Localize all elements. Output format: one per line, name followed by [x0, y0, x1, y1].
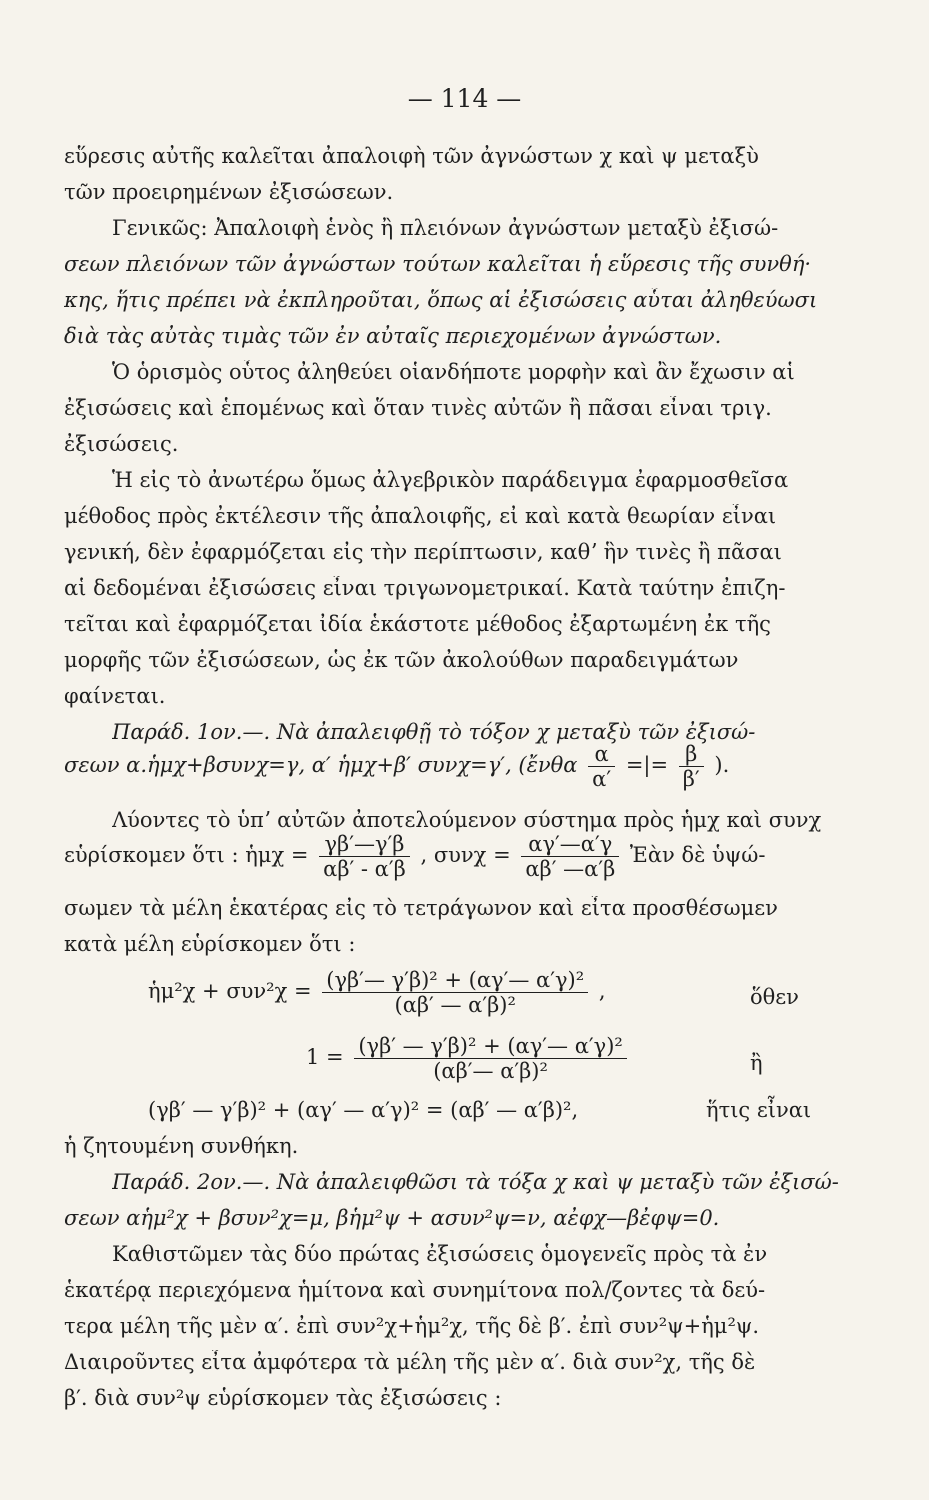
text-line: φαίνεται.: [64, 684, 166, 708]
text-line: σεων αἡμ²χ + βσυν²χ=μ, βἡμ²ψ + ασυν²ψ=ν, αἐφχ—βἐφψ=0.: [64, 1206, 720, 1230]
text-line: σεων πλειόνων τῶν ἀγνώστων τούτων καλεῖται ἡ εὕρεσις τῆς συνθή·: [64, 252, 812, 276]
eq2-lead: εὑρίσκομεν ὅτι : ἡμχ =: [64, 843, 309, 867]
text-line: ἐξισώσεις.: [64, 432, 179, 456]
eq2-tail: Ἐὰν δὲ ὑψώ-: [629, 843, 766, 867]
eq5-right: ἥτις εἶναι: [706, 1098, 812, 1122]
text-line: μορφῆς τῶν ἐξισώσεων, ὡς ἐκ τῶν ἀκολούθων παραδειγμάτων: [64, 648, 739, 672]
text-line: Διαιροῦντες εἶτα ἀμφότερα τὰ μέλη τῆς μὲν α′. διὰ συν²χ, τῆς δὲ: [64, 1350, 756, 1374]
eq3-right: ὅθεν: [750, 985, 799, 1009]
eq2-mid: , συνχ =: [420, 843, 511, 867]
eq3-tail: ,: [598, 979, 606, 1003]
text-line: Γενικῶς: Ἀπαλοιφὴ ἑνὸς ἢ πλειόνων ἀγνώστων μεταξὺ ἐξισώ-: [112, 216, 779, 240]
text-line: β′. διὰ συν²ψ εὑρίσκομεν τὰς ἐξισώσεις :: [64, 1386, 502, 1410]
text-line: τερα μέλη τῆς μὲν α′. ἐπὶ συν²χ+ἡμ²χ, τῆς δὲ β′. ἐπὶ συν²ψ+ἡμ²ψ.: [64, 1314, 759, 1338]
text-line: διὰ τὰς αὐτὰς τιμὰς τῶν ἐν αὐταῖς περιεχομένων ἀγνώστων.: [64, 324, 722, 348]
eq4-fraction: $\frac{\text{(γβ′ — γ′β)² + (αγ′— α′γ)²}}{\text{(αβ′— α′β)²}}$: [354, 1034, 627, 1083]
text-line: ἡ ζητουμένη συνθήκη.: [64, 1134, 299, 1158]
eq1-text: σεων α.ἡμχ+βσυνχ=γ, α′ ἡμχ+β′ συνχ=γ′, (ἔνθα: [64, 753, 578, 777]
eq2-fraction-1: $\frac{\gamma\beta'—\gamma'\beta}{\alpha\beta' - \alpha'\beta}$: [319, 832, 410, 881]
text-line: Καθιστῶμεν τὰς δύο πρώτας ἐξισώσεις ὁμογενεῖς πρὸς τὰ ἐν: [112, 1242, 768, 1266]
eq1-close: ).: [714, 753, 730, 777]
eq2-fraction-2: $\frac{\alpha\gamma'—\alpha'\gamma}{\alpha\beta' —\alpha'\beta}$: [521, 832, 619, 881]
equation-line-5: (γβ′ — γ′β)² + (αγ′ — α′γ)² = (αβ′ — α′β)²,: [148, 1098, 579, 1122]
text-line: κης, ἥτις πρέπει νὰ ἐκπληροῦται, ὅπως αἱ ἐξισώσεις αὗται ἀληθεύωσι: [64, 288, 818, 312]
text-line: Ὁ ὁρισμὸς οὗτος ἀληθεύει οἱανδήποτε μορφὴν καὶ ἂν ἔχωσιν αἱ: [112, 360, 795, 384]
text-line: Παράδ. 1ον.—. Νὰ ἀπαλειφθῇ τὸ τόξον χ μεταξὺ τῶν ἐξισώ-: [112, 720, 756, 744]
page-number: — 114 —: [407, 84, 522, 113]
text-line: εὕρεσις αὐτῆς καλεῖται ἀπαλοιφὴ τῶν ἀγνώστων χ καὶ ψ μεταξὺ: [64, 144, 759, 168]
equation-line-1: [64, 742, 729, 791]
text-line: μέθοδος πρὸς ἐκτέλεσιν τῆς ἀπαλοιφῆς, εἰ καὶ κατὰ θεωρίαν εἶναι: [64, 504, 777, 528]
text-line: ἑκατέρᾳ περιεχόμενα ἡμίτονα καὶ συνημίτονα πολ/ζοντες τὰ δεύ-: [64, 1278, 766, 1302]
eq1-mid: =|=: [625, 753, 669, 777]
text-line: τεῖται καὶ ἐφαρμόζεται ἰδία ἑκάστοτε μέθοδος ἐξαρτωμένη ἐκ τῆς: [64, 612, 771, 636]
text-line: σωμεν τὰ μέλη ἑκατέρας εἰς τὸ τετράγωνον καὶ εἶτα προσθέσωμεν: [64, 896, 778, 920]
equation-line-4: [306, 1034, 631, 1083]
eq3-fraction: $\frac{\text{(γβ′— γ′β)² + (αγ′— α′γ)²}}{\text{(αβ′ — α′β)²}}$: [322, 968, 588, 1017]
equation-line-3: [148, 968, 606, 1017]
equation-line-2: [64, 832, 766, 881]
text-line: κατὰ μέλη εὑρίσκομεν ὅτι :: [64, 932, 356, 956]
text-line: γενική, δὲν ἐφαρμόζεται εἰς τὴν περίπτωσιν, καθʼ ἣν τινὲς ἢ πᾶσαι: [64, 540, 782, 564]
eq4-lead: 1 =: [306, 1045, 344, 1069]
text-line: αἱ δεδομέναι ἐξισώσεις εἶναι τριγωνομετρικαί. Κατὰ ταύτην ἐπιζη-: [64, 576, 786, 600]
eq4-right: ἢ: [750, 1051, 763, 1075]
text-line: ἐξισώσεις καὶ ἑπομένως καὶ ὅταν τινὲς αὐτῶν ἢ πᾶσαι εἶναι τριγ.: [64, 396, 772, 420]
eq3-lead: ἡμ²χ + συν²χ =: [148, 979, 312, 1003]
text-line: Λύοντες τὸ ὑπʼ αὐτῶν ἀποτελούμενον σύστημα πρὸς ἡμχ καὶ συνχ: [112, 808, 822, 832]
eq1-fraction: $\frac{\alpha}{\alpha'}$: [588, 742, 615, 791]
text-line: Ἡ εἰς τὸ ἀνωτέρω ὅμως ἀλγεβρικὸν παράδειγμα ἐφαρμοσθεῖσα: [112, 468, 789, 492]
eq1-fraction2: $\frac{\beta}{\beta'}$: [679, 742, 704, 791]
text-line: Παράδ. 2ον.—. Νὰ ἀπαλειφθῶσι τὰ τόξα χ καὶ ψ μεταξὺ τῶν ἐξισώ-: [112, 1170, 839, 1194]
text-line: τῶν προειρημένων ἐξισώσεων.: [64, 180, 394, 204]
